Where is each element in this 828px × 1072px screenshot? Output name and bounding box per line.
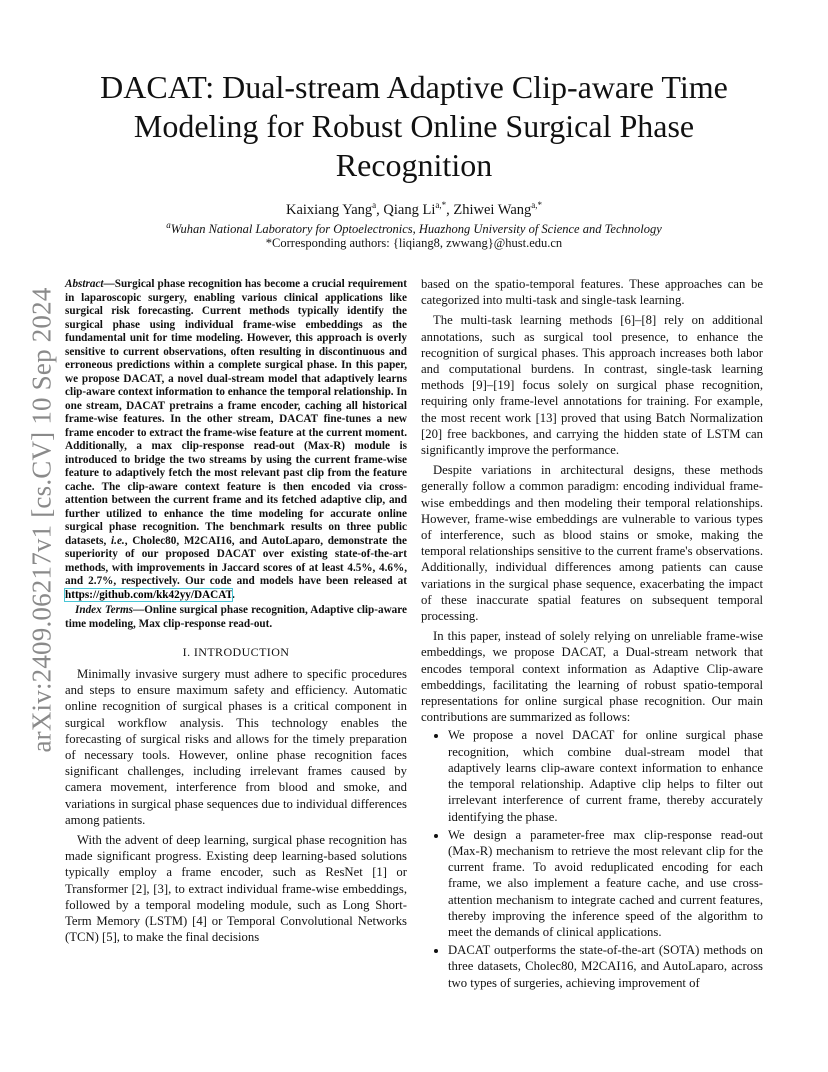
arxiv-identifier: arXiv:2409.06217v1 [cs.CV] 10 Sep 2024 xyxy=(26,287,57,753)
abstract-ie: i.e. xyxy=(111,534,125,547)
author-affil-mark: a,* xyxy=(435,200,447,210)
abstract-label: Abstract xyxy=(65,278,104,290)
list-item: • DACAT outperforms the state-of-the-art (SOTA) methods on three datasets, Cholec80, M2CAI16, and AutoLaparo, across two types of surgeries, achieving improvement of xyxy=(448,942,763,991)
corresponding-authors: *Corresponding authors: {liqiang8, zwwang}@hust.edu.cn xyxy=(265,236,563,250)
left-column xyxy=(65,278,407,945)
index-terms-label: Index Terms xyxy=(75,604,134,616)
abstract xyxy=(65,278,407,602)
code-link[interactable]: https://github.com/kk42yy/DACAT xyxy=(65,588,233,601)
abstract-body: —Surgical phase recognition has become a crucial requirement in laparoscopic surgery, enabling various clinical applications like surgical risk forecasting. Current methods typically identify the surgical phase using individual frame-wise embeddings as the fundamental unit for time modeling. However, this approach is overly sensitive to current observations, often resulting in discontinuous and erroneous predictions within a complete surgical phase. In this paper, we propose DACAT, a novel dual-stream model that adaptively learns clip-aware context information to enhance the temporal relationship. In one stream, DACAT pretrains a frame encoder, caching all historical frame-wise features. In the other stream, DACAT fine-tunes a new frame encoder to extract the frame-wise feature at the current moment. Additionally, a max clip-response read-out (Max-R) module is introduced to bridge the two streams by using the current frame-wise feature to adaptively fetch the most relevant past clip from the feature cache. The clip-aware context feature is then encoded via cross-attention between the current frame and its fetched adaptive clip, and further utilized to enhance the time modeling for accurate online surgical phase recognition. The benchmark results on three public datasets, xyxy=(65,278,407,547)
paper-title: DACAT: Dual-stream Adaptive Clip-aware Time Modeling for Robust Online Surgical Phase Recognition xyxy=(100,69,728,183)
list-item: • We propose a novel DACAT for online surgical phase recognition, which combine dual-stream model that adaptively learns clip-aware context information to enhance the temporal relationship. Adaptive clip helps to filter out irrelevant interference of current frame, thereby accurately identifying the phase. xyxy=(448,727,763,824)
author-affil-mark: a,* xyxy=(531,200,543,210)
abstract-body-cont: , Cholec80, M2CAI16, and AutoLaparo, demonstrate the superiority of our proposed DACAT over existing state-of-the-art methods, with improvements in Jaccard scores of at least 4.5%, 4.6%, and 2.7%, respectively. Our code and models have been released at xyxy=(65,534,407,587)
index-terms xyxy=(65,604,407,631)
author-name: Qiang Li xyxy=(383,201,436,218)
body-paragraph: The multi-task learning methods [6]–[8] rely on additional annotations, such as surgical tool presence, to enhance the recognition of surgical phases. This approach increases both labor and computational burdens. In contrast, single-task learning methods [9]–[19] focus solely on surgical phase recognition, requiring only frame-level annotations for training. For example, the most recent work [13] proved that using Batch Normalization [20] free backbones, and carrying the hidden state of LSTM can significantly improve the performance. xyxy=(421,313,763,458)
author-name: Zhiwei Wang xyxy=(453,201,532,218)
author-affil-mark: a xyxy=(372,200,377,210)
body-paragraph: In this paper, instead of solely relying on unreliable frame-wise embeddings, we propose DACAT, a Dual-stream network that encodes temporal context information as Adaptive Clip-aware embeddings, facilitating the learning of robust spatio-temporal representations for online surgical phase recognition. Our main contributions are summarized as follows: xyxy=(421,629,763,725)
affiliation xyxy=(64,220,764,237)
affiliation-mark: a xyxy=(166,220,171,230)
index-terms-body: —Online surgical phase recognition, Adaptive clip-aware time modeling, Max clip-response read-out. xyxy=(65,604,407,630)
body-paragraph: Minimally invasive surgery must adhere to specific procedures and steps to ensure maximum safety and efficiency. Automatic online recognition of surgical phases is a critical component in surgical workflow analysis. This technology enables the forecasting of surgical risks and allows for the timely preparation of necessary tools. However, online phase recognition faces significant challenges, including irrelevant frames caused by camera movement, interference from blood and smoke, and variations in surgical phase sequences due to individual differences among patients. xyxy=(65,667,407,827)
body-paragraph: Despite variations in architectural designs, these methods generally follow a common paradigm: encoding individual frame-wise embeddings and then modeling their temporal relationships. However, frame-wise embeddings are vulnerable to various types of interference, such as blood stains or smoke, making the temporal relationships sensitive to the current frame's observations. Additionally, individual differences among patients can cause variations in the surgical phase sequence, exacerbating the impact of these inaccurate spatial features on subsequent temporal processing. xyxy=(421,463,763,624)
right-column xyxy=(421,276,763,993)
author-name: Kaixiang Yang xyxy=(285,201,373,218)
section-heading-introduction: I. INTRODUCTION xyxy=(182,645,290,659)
contributions-list xyxy=(421,727,763,990)
body-paragraph: based on the spatio-temporal features. These approaches can be categorized into multi-task and single-task learning. xyxy=(421,277,763,308)
abstract-end: . xyxy=(232,588,235,601)
body-paragraph: With the advent of deep learning, surgical phase recognition has made significant progress. Existing deep learning-based solutions typically employ a frame encoder, such as ResNet [1] or Transformer [2], [3], to extract individual frame-wise embeddings, followed by a temporal modeling module, such as Long Short-Term Memory (LSTM) [4] or Temporal Convolutional Networks (TCN) [5], to make the final decisions xyxy=(65,833,407,945)
list-item: • We design a parameter-free max clip-response read-out (Max-R) mechanism to retrieve the most relevant clip for the current frame. To avoid reduplicated encoding for each frame, we also implement a feature cache, and use cross-attention mechanism to integrate cached and current features, thereby improving the inference speed of the algorithm to meet the demands of clinical applications. xyxy=(448,827,763,940)
affiliation-text: Wuhan National Laboratory for Optoelectronics, Huazhong University of Science and Technology xyxy=(170,222,662,237)
author-line: Kaixiang Yang$^a$, Qiang $Li^{a,*}$, Zhiwei Wang$^{a,*}$ xyxy=(285,200,543,218)
